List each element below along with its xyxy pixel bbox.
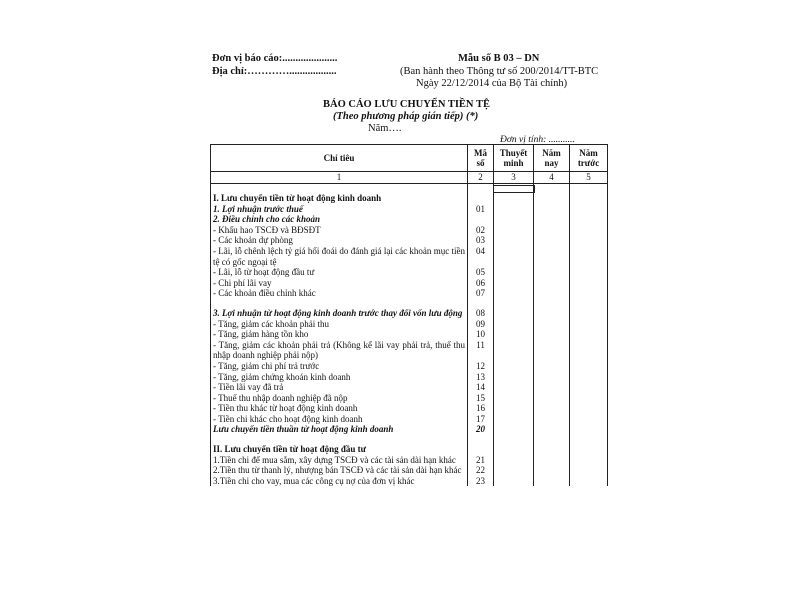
- row-code: 04: [468, 246, 494, 267]
- issued-by-line1: (Ban hành theo Thông tư số 200/2014/TT-BTC: [400, 66, 599, 77]
- col-number: 4: [534, 172, 570, 184]
- table-row: [211, 329, 608, 340]
- table-row: [211, 235, 608, 246]
- table-row: [211, 382, 608, 393]
- row-code: 05: [468, 267, 494, 278]
- row-code: 20: [468, 424, 494, 435]
- table-row: [211, 340, 608, 361]
- table-row: [211, 403, 608, 414]
- row-label: - Chi phí lãi vay: [211, 278, 468, 289]
- col-header-indicator: Chỉ tiêu: [211, 145, 468, 172]
- table-row: [211, 465, 608, 476]
- currency-unit: Đơn vị tính: ...........: [500, 135, 575, 145]
- row-code: 16: [468, 403, 494, 414]
- row-label: 1.Tiền chi để mua sắm, xây dựng TSCĐ và các tài sản dài hạn khác: [211, 455, 468, 466]
- form-code: Mẫu số B 03 – DN: [458, 53, 540, 64]
- table-row: [211, 319, 608, 330]
- table-row: [211, 361, 608, 372]
- row-code: 21: [468, 455, 494, 466]
- row-label: - Tăng, giảm các khoản phải thu: [211, 319, 468, 330]
- row-label: - Lãi, lỗ chênh lệch tỷ giá hối đoái do đánh giá lại các khoản mục tiền tệ có gốc ngoại tệ: [211, 246, 468, 267]
- row-code: 22: [468, 465, 494, 476]
- row-label: 2. Điều chỉnh cho các khoản: [211, 214, 468, 225]
- table-row: [211, 204, 608, 215]
- table-row: [211, 267, 608, 278]
- row-label: - Tăng, giảm các khoản phải trả (Không kể lãi vay phải trả, thuế thu nhập doanh nghiệp phải nộp): [211, 340, 468, 361]
- row-label: - Tăng, giảm chi phí trả trước: [211, 361, 468, 372]
- row-code: 08: [468, 308, 494, 319]
- row-label: - Các khoản điều chỉnh khác: [211, 288, 468, 299]
- row-code: 14: [468, 382, 494, 393]
- table-row: [211, 372, 608, 383]
- row-code: 03: [468, 235, 494, 246]
- row-label: - Tiền thu khác từ hoạt động kinh doanh: [211, 403, 468, 414]
- row-label: - Tăng, giảm hàng tồn kho: [211, 329, 468, 340]
- row-code: 02: [468, 225, 494, 236]
- row-label: - Các khoản dự phòng: [211, 235, 468, 246]
- col-number: 2: [468, 172, 494, 184]
- report-title: BÁO CÁO LƯU CHUYỂN TIỀN TỆ: [323, 99, 490, 110]
- column-number-row: [211, 172, 608, 184]
- row-label: - Tiền chi khác cho hoạt động kinh doanh: [211, 414, 468, 425]
- row-code: 12: [468, 361, 494, 372]
- row-label: - Lãi, lỗ từ hoạt động đầu tư: [211, 267, 468, 278]
- row-label: 2.Tiền thu từ thanh lý, nhượng bán TSCĐ và các tài sản dài hạn khác: [211, 465, 468, 476]
- row-label: - Khấu hao TSCĐ và BĐSĐT: [211, 225, 468, 236]
- table-row: [211, 455, 608, 466]
- col-header-last-year: Năm trước: [570, 145, 608, 172]
- row-code: 01: [468, 204, 494, 215]
- row-code: 11: [468, 340, 494, 361]
- table-row: [211, 476, 608, 487]
- table-header-row: [211, 145, 608, 172]
- row-code: 07: [468, 288, 494, 299]
- table-row: [211, 278, 608, 289]
- row-code: 17: [468, 414, 494, 425]
- table-row: [211, 288, 608, 299]
- row-label: 3. Lợi nhuận từ hoạt động kinh doanh trước thay đổi vốn lưu động: [211, 308, 468, 319]
- row-code: 09: [468, 319, 494, 330]
- table-row: [211, 393, 608, 404]
- row-label: 3.Tiền chi cho vay, mua các công cụ nợ của đơn vị khác: [211, 476, 468, 487]
- report-subtitle: (Theo phương pháp gián tiếp) (*): [333, 111, 479, 122]
- table-row: [211, 424, 608, 435]
- col-header-code: Mã số: [468, 145, 494, 172]
- report-year: Năm….: [368, 123, 402, 134]
- row-label: - Thuế thu nhập doanh nghiệp đã nộp: [211, 393, 468, 404]
- row-code: 10: [468, 329, 494, 340]
- row-code: 23: [468, 476, 494, 487]
- col-number: 5: [570, 172, 608, 184]
- address-label: Địa chỉ:…………..................: [212, 66, 337, 77]
- col-number: 1: [211, 172, 468, 184]
- table-row: [211, 444, 608, 455]
- note-column-box-divider: [493, 192, 533, 193]
- row-label: - Tăng, giảm chứng khoán kinh doanh: [211, 372, 468, 383]
- col-number: 3: [494, 172, 534, 184]
- reporting-unit-label: Đơn vị báo cáo:.....................: [212, 53, 338, 64]
- row-code: 13: [468, 372, 494, 383]
- cash-flow-table: [210, 144, 608, 486]
- row-code: 06: [468, 278, 494, 289]
- row-label: - Tiền lãi vay đã trả: [211, 382, 468, 393]
- table-row: [211, 246, 608, 267]
- col-header-this-year: Năm nay: [534, 145, 570, 172]
- table-row: [211, 214, 608, 225]
- col-header-note: Thuyết minh: [494, 145, 534, 172]
- issued-by-line2: Ngày 22/12/2014 của Bộ Tài chính): [416, 78, 568, 89]
- table-row: [211, 308, 608, 319]
- table-row: [211, 225, 608, 236]
- table-row: [211, 414, 608, 425]
- table-row: [211, 193, 608, 204]
- section-heading: I. Lưu chuyển tiền từ hoạt động kinh doanh: [211, 193, 468, 204]
- row-label: Lưu chuyển tiền thuần từ hoạt động kinh doanh: [211, 424, 468, 435]
- row-label: 1. Lợi nhuận trước thuế: [211, 204, 468, 215]
- row-code: 15: [468, 393, 494, 404]
- section-heading: II. Lưu chuyển tiền từ hoạt động đầu tư: [211, 444, 468, 455]
